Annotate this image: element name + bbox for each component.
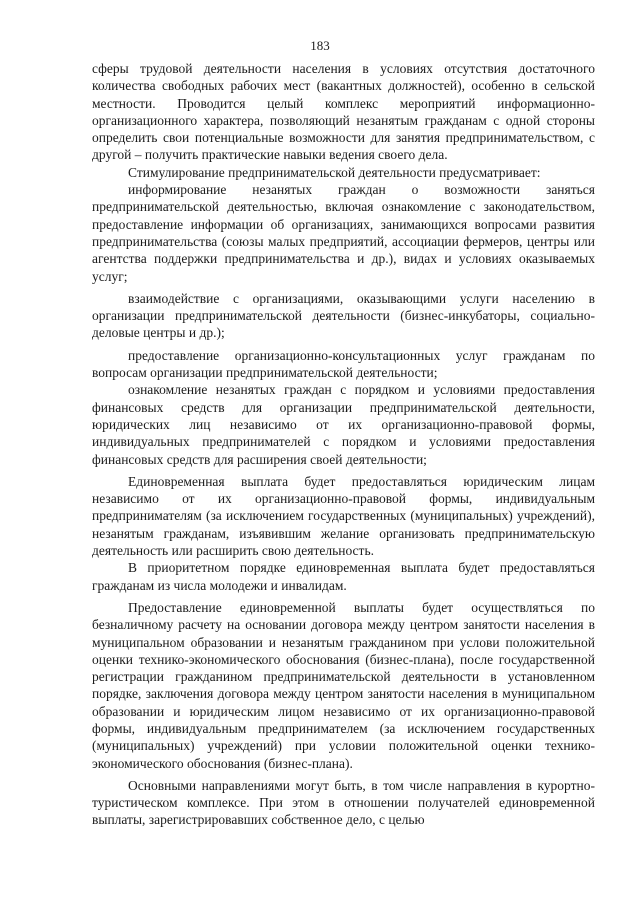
paragraph-2: Стимулирование предпринимательской деятельности предусматривает: [128,164,541,180]
paragraph-8: В приоритетном порядке единовременная выплата будет предоставляться гражданам из числа молодежи и инвалидам. [92,560,595,593]
paragraph-6: ознакомление незанятых граждан с порядком и условиями предоставления финансовых средств для организации предпринимательской деятельности, юридических лиц независимо от их организационно-правовой формы, индивидуальных предпринимателей с порядком и условиями предоставления финансовых средств для расширения своей деятельности; [92,382,595,467]
document-body [92,60,595,829]
paragraph-4: взаимодействие с организациями, оказывающими услуги населению в организации предпринимательской деятельности (бизнес-инкубаторы, социально-деловые центры и др.); [92,290,595,341]
page-number: 183 [310,38,330,53]
paragraph-3: информирование незанятых граждан о возможности заняться предпринимательской деятельностью, включая ознакомление с законодательством, предоставление информации об организациях, занимающихся вопросами развития предпринимательства (союзы малых предприятий, ассоциации фермеров, центры или агентства поддержки предпринимательства и др.), видах и условиях оказываемых услуг; [92,182,595,284]
paragraph-5: предоставление организационно-консультационных услуг гражданам по вопросам организации предпринимательской деятельности; [92,347,595,381]
paragraph-7: Единовременная выплата будет предоставляться юридическим лицам независимо от их организационно-правовой формы, индивидуальным предпринимателям (за исключением государственных (муниципальных) учреждений), незанятым гражданам, изъявившим желание организовать предпринимательскую деятельность или расширить свою деятельность. [92,473,595,559]
paragraph-1: сферы трудовой деятельности населения в условиях отсутствия достаточного количества свободных рабочих мест (вакантных должностей), особенно в сельской местности. Проводится целый комплекс мероприятий информационно-организационного характера, позволяющий незанятым гражданам с одной стороны определить свои потенциальные возможности для занятия предпринимательством, с другой – получить практические навыки ведения своего дела. [92,61,595,163]
paragraph-10: Основными направлениями могут быть, в том числе направления в курортно-туристическом комплексе. При этом в отношении получателей единовременной выплаты, зарегистрировавших собственное дело, с целью [92,777,595,828]
paragraph-9: Предоставление единовременной выплаты будет осуществляться по безналичному расчету на основании договора между центром занятости населения в муниципальном образовании и незанятым гражданином при услови положительной оценки технико-экономического обоснования (бизнес-плана), после государственной регистрации гражданином предпринимательской деятельности в установленном порядке, заключения договора между центром занятости населения в муниципальном образовании и юридическим лицом независимо от их организационно-правовой формы, индивидуальным предпринимателем (за исключением государственных (муниципальных) учреждений) при условии положительной оценки технико-экономического обоснования (бизнес-плана). [92,599,595,771]
